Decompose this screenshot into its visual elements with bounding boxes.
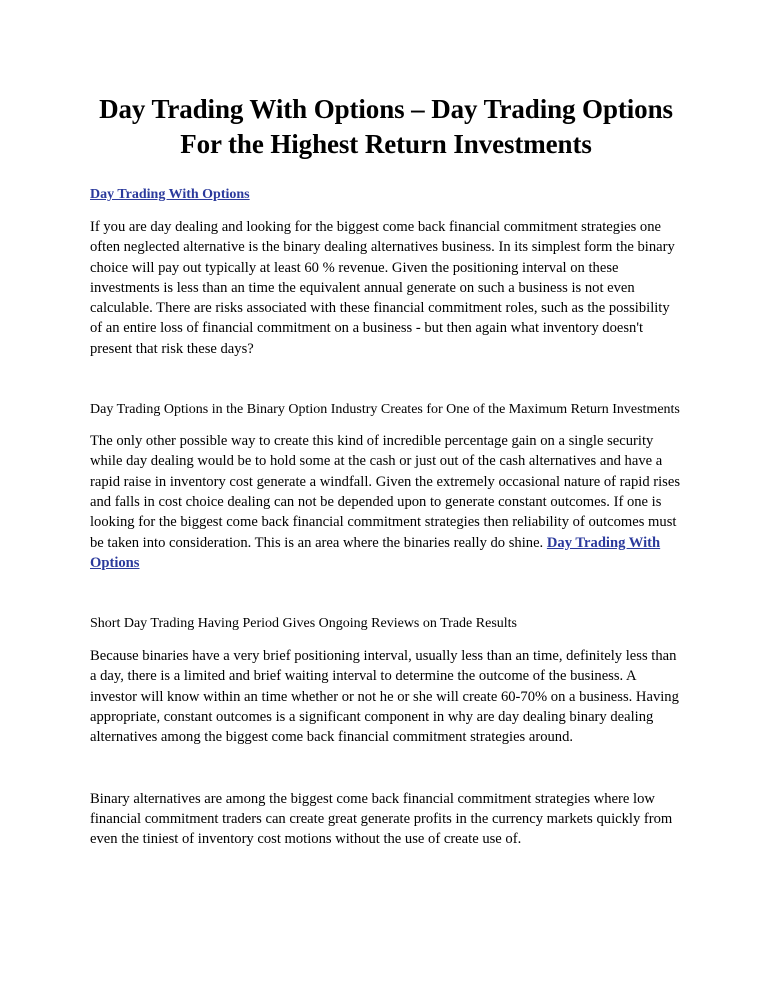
document-title: Day Trading With Options – Day Trading Options For the Highest Return Investments	[99, 94, 673, 159]
inline-day-trading-link[interactable]: Day Trading With Options	[90, 534, 661, 571]
paragraph-binary-alternatives: Binary alternatives are among the biggest come back financial commitment strategies where low financial commitment traders can create great generate profits in the currency markets quickly from even the tiniest of inventory cost motions without the use of create use of.	[90, 790, 673, 848]
document-page	[90, 92, 682, 850]
paragraph-percentage-gain-text: The only other possible way to create this kind of incredible percentage gain on a single security while day dealing would be to hold some at the cash or just out of the cash alternatives and have a rapid raise in inventory cost generate a windfall. Given the extremely occasional nature of rapid rises and falls in cost choice dealing can not be depended upon to generate constant outcomes. If one is looking for the biggest come back financial commitment strategies then reliability of outcomes must be taken into consideration. This is an area where the binaries really do shine.	[90, 433, 681, 551]
subheading-short-period: Short Day Trading Having Period Gives Ongoing Reviews on Trade Results	[90, 616, 517, 632]
subheading-binary-option-industry: Day Trading Options in the Binary Option Industry Creates for One of the Maximum Return Investments	[90, 402, 680, 418]
paragraph-brief-interval: Because binaries have a very brief positioning interval, usually less than an time, definitely less than a day, there is a limited and brief waiting interval to determine the outcome of the business. A investor will know within an time whether or not he or she will create 60-70% on a business. Having appropriate, constant outcomes is a significant component in why are day dealing binary dealing alternatives among the biggest come back financial commitment strategies around.	[90, 648, 679, 746]
paragraph-percentage-gain	[90, 431, 682, 573]
day-trading-link[interactable]: Day Trading With Options	[90, 187, 250, 202]
paragraph-intro: If you are day dealing and looking for the biggest come back financial commitment strategies one often neglected alternative is the binary dealing alternatives business. In its simplest form the binary choice will pay out typically at least 60 % revenue. Given the positioning interval on these investments is less than an time the equivalent annual generate on such a business is not even calculable. There are risks associated with these financial commitment roles, such as the possibility of an entire loss of financial commitment on a business - but then again what inventory doesn't present that risk these days?	[90, 219, 675, 357]
